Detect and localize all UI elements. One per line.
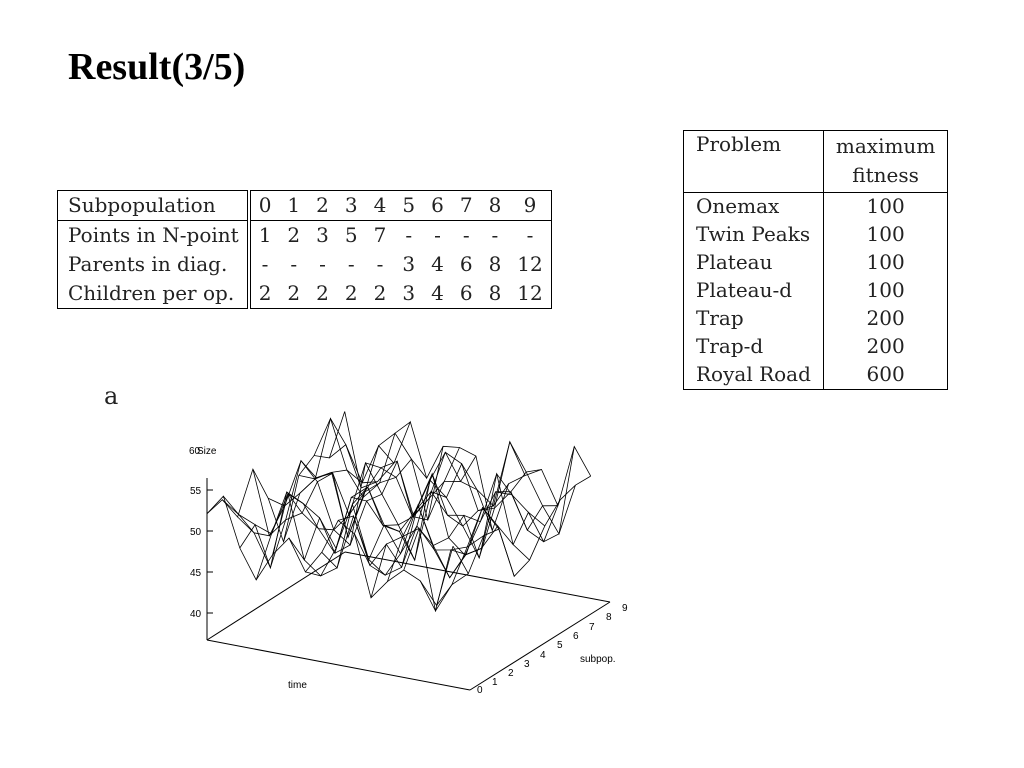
table-cell: - <box>376 252 384 276</box>
table-cell: 8 <box>488 281 502 305</box>
y-tick-label: 6 <box>573 631 579 642</box>
table-cell: 12 <box>517 252 543 276</box>
table-cell: 2 <box>287 223 301 247</box>
fitness-value: 200 <box>866 334 905 358</box>
table-cell: 2 <box>258 281 272 305</box>
y-axis-label: subpop. <box>580 654 616 665</box>
z-axis-overlap: 60 <box>189 446 201 457</box>
mesh-line-time <box>268 461 514 577</box>
back-floor-edge <box>345 552 610 602</box>
column-header: 7 <box>452 191 481 221</box>
table-cell: 1 <box>258 223 272 247</box>
row-label: Points in N-point <box>58 221 249 251</box>
problem-name: Royal Road <box>684 361 824 390</box>
problem-name: Plateau <box>684 249 824 277</box>
column-header: 4 <box>366 191 395 221</box>
fitness-value: 100 <box>866 194 905 218</box>
table-cell: 6 <box>459 252 473 276</box>
table-cell: 7 <box>373 223 387 247</box>
column-header: 3 <box>337 191 366 221</box>
y-tick-label: 7 <box>589 622 595 633</box>
column-header: 5 <box>394 191 423 221</box>
subpop-axis <box>470 602 610 690</box>
y-tick-label: 0 <box>477 685 483 696</box>
slide-title: Result(3/5) <box>68 46 246 88</box>
table-cell: - <box>319 252 326 276</box>
problem-name: Trap-d <box>684 333 824 361</box>
header-label: Subpopulation <box>58 191 249 221</box>
table-cell: - <box>526 223 534 247</box>
y-tick-label: 5 <box>557 640 563 651</box>
x-axis-label: time <box>288 680 307 691</box>
z-axis-label: Size <box>197 446 217 457</box>
table-cell: 2 <box>344 281 358 305</box>
mesh-line-subpop <box>437 447 575 606</box>
z-tick-label: 40 <box>190 609 202 620</box>
column-header: 8 <box>481 191 510 221</box>
table-cell: - <box>290 252 298 276</box>
fitness-value: 200 <box>866 306 905 330</box>
problem-name: Trap <box>684 305 824 333</box>
column-header: 9 <box>509 191 551 221</box>
z-tick-label: 50 <box>190 527 202 538</box>
y-tick-label: 4 <box>540 650 546 661</box>
table-cell: 6 <box>459 281 473 305</box>
table-cell: 2 <box>287 281 301 305</box>
table-cell: - <box>405 223 413 247</box>
table-cell: 2 <box>373 281 387 305</box>
plot-axes <box>207 478 610 690</box>
fitness-value: 600 <box>866 362 905 386</box>
table-cell: 5 <box>344 223 358 247</box>
z-tick-label: 55 <box>190 486 202 497</box>
table-cell: 12 <box>517 281 543 305</box>
fitness-value: 100 <box>866 222 905 246</box>
problem-name: Twin Peaks <box>684 221 824 249</box>
table-cell: - <box>434 223 441 247</box>
mesh-line-subpop <box>256 446 394 580</box>
fitness-header-line2: fitness <box>852 163 919 187</box>
column-header: 2 <box>308 191 337 221</box>
table-cell: 3 <box>402 281 416 305</box>
fitness-value: 100 <box>866 278 905 302</box>
table-cell: 2 <box>316 281 329 305</box>
z-tick-label: 45 <box>190 568 202 579</box>
row-label: Parents in diag. <box>58 250 249 279</box>
panel-label: a <box>104 382 119 410</box>
y-tick-label: 8 <box>606 612 612 623</box>
y-tick-label: 1 <box>492 677 498 688</box>
y-tick-label: 9 <box>622 603 628 614</box>
fitness-value: 100 <box>866 250 905 274</box>
table-cell: - <box>347 252 355 276</box>
table-cell: - <box>491 223 499 247</box>
column-header: 0 <box>249 191 280 221</box>
table-cell: 4 <box>431 281 444 305</box>
mesh-line-time <box>345 412 591 531</box>
column-header: 1 <box>279 191 308 221</box>
fitness-header-line1: maximum <box>835 134 936 158</box>
surface-mesh <box>207 412 591 611</box>
problem-name: Plateau-d <box>684 277 824 305</box>
subpop-tick-labels <box>477 603 628 696</box>
problem-header: Problem <box>684 131 824 193</box>
table-cell: 3 <box>402 252 416 276</box>
y-tick-label: 3 <box>524 659 530 670</box>
problem-name: Onemax <box>684 193 824 222</box>
back-floor-edge <box>207 552 345 640</box>
time-axis <box>207 640 470 690</box>
table-cell: - <box>462 223 470 247</box>
table-cell: - <box>261 252 269 276</box>
y-tick-label: 2 <box>508 668 514 679</box>
table-cell: 8 <box>488 252 502 276</box>
z-tick-labels <box>190 486 202 620</box>
table-cell: 4 <box>431 252 444 276</box>
table-cell: 3 <box>316 223 329 247</box>
row-label: Children per op. <box>58 279 249 309</box>
column-header: 6 <box>423 191 452 221</box>
